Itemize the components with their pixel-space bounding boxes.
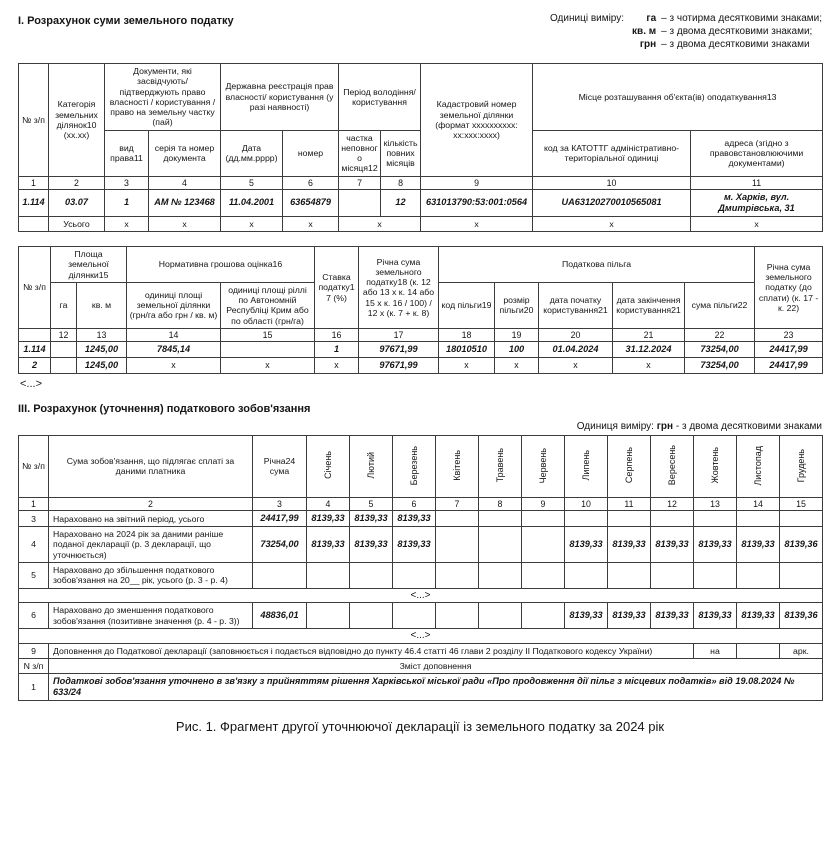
t1-data-row bbox=[19, 190, 823, 217]
col-number: 11 bbox=[691, 176, 823, 189]
t3-row-9-supplement bbox=[19, 643, 823, 658]
total-x-cell: x bbox=[149, 216, 221, 231]
col-number: 10 bbox=[565, 497, 608, 510]
month-label: Травень bbox=[494, 448, 505, 483]
t1-header-row bbox=[19, 64, 823, 131]
x-cell: x bbox=[315, 358, 359, 374]
col-number: 12 bbox=[651, 497, 694, 510]
month-value bbox=[565, 563, 608, 589]
tax-liability-table bbox=[18, 435, 823, 701]
month-value: 8139,33 bbox=[737, 603, 780, 629]
month-value: 8139,33 bbox=[393, 527, 436, 563]
row-number: 3 bbox=[19, 511, 49, 527]
col-number: 14 bbox=[127, 328, 221, 341]
month-value bbox=[393, 563, 436, 589]
month-header-jun bbox=[522, 435, 565, 497]
row-number: 4 bbox=[19, 527, 49, 563]
row-number: 9 bbox=[19, 643, 49, 658]
month-value: 8139,33 bbox=[307, 511, 350, 527]
data-cell-benefit-code: 18010510 bbox=[439, 342, 495, 358]
t3-row-6 bbox=[19, 603, 823, 629]
t2-subheader-benefit-start: дата початку користування21 bbox=[539, 282, 613, 328]
month-label: Грудень bbox=[795, 448, 806, 483]
annual-sum: 48836,01 bbox=[253, 603, 307, 629]
data-cell-benefit-sum: 73254,00 bbox=[685, 342, 755, 358]
t3-ellipsis-row bbox=[19, 588, 823, 603]
ellipsis-marker: <...> bbox=[19, 588, 823, 603]
month-value: 8139,33 bbox=[393, 511, 436, 527]
col-number: 1 bbox=[19, 176, 49, 189]
col-number: 4 bbox=[307, 497, 350, 510]
units-label: Одиниці виміру: bbox=[550, 13, 625, 24]
t2-data-row bbox=[19, 342, 823, 358]
x-cell: x bbox=[539, 358, 613, 374]
col-number: 6 bbox=[393, 497, 436, 510]
month-value bbox=[479, 511, 522, 527]
month-label: Квітень bbox=[451, 449, 462, 481]
col-number: 9 bbox=[421, 176, 533, 189]
data-cell-category: 03.07 bbox=[49, 190, 105, 217]
t2-column-numbers-row bbox=[19, 328, 823, 341]
month-header-may bbox=[479, 435, 522, 497]
data-cell-katottg: UA63120270010565081 bbox=[533, 190, 691, 217]
data-cell-benefit-size: 100 bbox=[495, 342, 539, 358]
total-label: Усього bbox=[49, 216, 105, 231]
month-value bbox=[737, 511, 780, 527]
month-label: Вересень bbox=[666, 445, 677, 486]
data-cell-tax-due: 24417,99 bbox=[755, 342, 823, 358]
t3-row-4 bbox=[19, 527, 823, 563]
month-value bbox=[694, 563, 737, 589]
t1-subheader-right-kind: вид права11 bbox=[105, 130, 149, 176]
month-value bbox=[522, 511, 565, 527]
row-number: 5 bbox=[19, 563, 49, 589]
supplement-content-header: Зміст доповнення bbox=[49, 658, 823, 673]
col-number: 3 bbox=[253, 497, 307, 510]
month-header-jul bbox=[565, 435, 608, 497]
col-number: 22 bbox=[685, 328, 755, 341]
col-number: 23 bbox=[755, 328, 823, 341]
month-header-sep bbox=[651, 435, 694, 497]
month-value bbox=[565, 511, 608, 527]
t3-row-3 bbox=[19, 511, 823, 527]
total-x-cell: x bbox=[283, 216, 339, 231]
unit-uah: грн bbox=[639, 39, 657, 50]
row-label: Нараховано на 2024 рік за даними раніше поданої декларації (р. 3 декларації, що уточнюється) bbox=[49, 527, 253, 563]
data-cell-annual-tax: 97671,99 bbox=[359, 358, 439, 374]
data-cell-valuation: 7845,14 bbox=[127, 342, 221, 358]
col-number: 13 bbox=[694, 497, 737, 510]
t2-subheader-arable-valuation: одиниці площі ріллі по Автономній Республіці Крим або по області (грн/га) bbox=[221, 282, 315, 328]
row-label: Нараховано до збільшення податкового зобов'язання на 20__ рік, усього (р. 3 - р. 4) bbox=[49, 563, 253, 589]
col-number: 17 bbox=[359, 328, 439, 341]
ellipsis-marker: <...> bbox=[20, 377, 43, 390]
t2-subheader-benefit-sum: сума пільги22 bbox=[685, 282, 755, 328]
na-label: на bbox=[694, 643, 737, 658]
row-number: 1 bbox=[19, 674, 49, 701]
x-cell: x bbox=[221, 358, 315, 374]
empty-cell bbox=[19, 328, 51, 341]
annual-sum bbox=[253, 563, 307, 589]
section3-unit-desc: - з двома десятковими знаками bbox=[675, 420, 822, 432]
month-value: 8139,33 bbox=[350, 511, 393, 527]
t3-ellipsis-row bbox=[19, 628, 823, 643]
month-value bbox=[608, 511, 651, 527]
month-value: 8139,33 bbox=[350, 527, 393, 563]
month-value bbox=[780, 563, 823, 589]
col-number: 12 bbox=[51, 328, 77, 341]
month-label: Липень bbox=[580, 450, 591, 481]
month-value bbox=[436, 603, 479, 629]
x-cell: x bbox=[495, 358, 539, 374]
t1-column-numbers-row bbox=[19, 176, 823, 189]
month-header-dec bbox=[780, 435, 823, 497]
total-x-cell: x bbox=[421, 216, 533, 231]
t1-header-docs: Документи, які засвідчують/ підтверджують право власності / користування / право на земельну частку (пай) bbox=[105, 64, 221, 131]
x-cell: x bbox=[613, 358, 685, 374]
supplement-text: Доповнення до Податкової декларації (заповнюється і подається відповідно до пункту 46.4 статті 46 глави 2 розділу ІІ Податкового кодексу України) bbox=[49, 643, 694, 658]
x-cell: x bbox=[127, 358, 221, 374]
col-number: 21 bbox=[613, 328, 685, 341]
t2-subheader-benefit-size: розмір пільги20 bbox=[495, 282, 539, 328]
t1-header-location: Місце розташування об'єкта(ів) оподаткування13 bbox=[533, 64, 823, 131]
data-cell-address: м. Харків, вул. Дмитрівська, 31 bbox=[691, 190, 823, 217]
t2-header-annual-tax: Річна сума земельного податку18 (к. 12 або 13 х к. 14 або 15 х к. 16 / 100) / 12 х (к. 7 + к. 8) bbox=[359, 247, 439, 329]
row-number: N з/п bbox=[19, 658, 49, 673]
unit-ha-desc: – з чотирма десятковими знаками; bbox=[661, 13, 822, 24]
month-value bbox=[350, 563, 393, 589]
ellipsis-marker: <...> bbox=[19, 628, 823, 643]
col-number: 15 bbox=[221, 328, 315, 341]
total-x-cell: x bbox=[105, 216, 149, 231]
col-number: 1 bbox=[19, 497, 49, 510]
total-x-cell: x bbox=[691, 216, 823, 231]
section1-header-row bbox=[18, 12, 822, 51]
month-value bbox=[479, 527, 522, 563]
month-value: 8139,33 bbox=[651, 603, 694, 629]
month-value: 8139,36 bbox=[780, 603, 823, 629]
total-x-cell: x bbox=[533, 216, 691, 231]
section3-unit: грн bbox=[656, 420, 674, 432]
t1-subheader-address: адреса (згідно з правовстановлюючими документами) bbox=[691, 130, 823, 176]
t1-header-num: № з/п bbox=[19, 64, 49, 177]
units-block bbox=[550, 12, 822, 51]
annual-sum: 24417,99 bbox=[253, 511, 307, 527]
col-number: 20 bbox=[539, 328, 613, 341]
data-cell-row-num: 2 bbox=[19, 358, 51, 374]
month-value bbox=[436, 563, 479, 589]
data-cell-row-num: 1.114 bbox=[19, 190, 49, 217]
month-value: 8139,33 bbox=[694, 527, 737, 563]
month-header-aug bbox=[608, 435, 651, 497]
month-label: Червень bbox=[537, 447, 548, 484]
land-tax-table-part2 bbox=[18, 246, 823, 374]
col-number: 3 bbox=[105, 176, 149, 189]
t2-subheader-benefit-end: дата закінчення користування21 bbox=[613, 282, 685, 328]
month-value bbox=[522, 527, 565, 563]
t1-header-registration: Державна реєстрація прав власності/ користування (у разі наявності) bbox=[221, 64, 339, 131]
month-value bbox=[651, 511, 694, 527]
t1-subheader-doc-serial: серія та номер документа bbox=[149, 130, 221, 176]
t1-subheader-row bbox=[19, 130, 823, 176]
t3-column-numbers-row bbox=[19, 497, 823, 510]
month-label: Лютий bbox=[365, 452, 376, 479]
month-header-mar bbox=[393, 435, 436, 497]
col-number: 5 bbox=[221, 176, 283, 189]
data-cell-m2: 1245,00 bbox=[77, 342, 127, 358]
t3-row-5 bbox=[19, 563, 823, 589]
t1-subheader-full-months: кількість повних місяців bbox=[381, 130, 421, 176]
col-number: 7 bbox=[436, 497, 479, 510]
t2-header-tax-due: Річна сума земельного податку (до сплати) (к. 17 - к. 22) bbox=[755, 247, 823, 329]
col-number: 5 bbox=[350, 497, 393, 510]
annual-sum: 73254,00 bbox=[253, 527, 307, 563]
month-value: 8139,33 bbox=[737, 527, 780, 563]
col-number: 19 bbox=[495, 328, 539, 341]
month-value: 8139,36 bbox=[780, 527, 823, 563]
data-cell-cadastre: 631013790:53:001:0564 bbox=[421, 190, 533, 217]
col-number: 8 bbox=[381, 176, 421, 189]
data-cell-right-kind: 1 bbox=[105, 190, 149, 217]
month-value bbox=[479, 603, 522, 629]
month-value bbox=[694, 511, 737, 527]
row-label: Нараховано на звітний період, усього bbox=[49, 511, 253, 527]
col-number: 6 bbox=[283, 176, 339, 189]
t1-header-category: Категорія земельних ділянок10 (хх.хх) bbox=[49, 64, 105, 177]
t1-subheader-reg-date: Дата (дд.мм.рррр) bbox=[221, 130, 283, 176]
month-value: 8139,33 bbox=[608, 527, 651, 563]
t2-subheader-ha: га bbox=[51, 282, 77, 328]
data-cell-annual-tax: 97671,99 bbox=[359, 342, 439, 358]
month-header-feb bbox=[350, 435, 393, 497]
month-header-oct bbox=[694, 435, 737, 497]
data-cell-arable bbox=[221, 342, 315, 358]
t2-header-area: Площа земельної ділянки15 bbox=[51, 247, 127, 283]
t1-total-row bbox=[19, 216, 823, 231]
unit-m2: кв. м bbox=[632, 26, 657, 37]
t1-subheader-reg-number: номер bbox=[283, 130, 339, 176]
data-cell-benefit-start: 01.04.2024 bbox=[539, 342, 613, 358]
col-number: 13 bbox=[77, 328, 127, 341]
data-cell-m2: 1245,00 bbox=[77, 358, 127, 374]
row-number: 6 bbox=[19, 603, 49, 629]
total-x-cell: x bbox=[221, 216, 283, 231]
col-number: 2 bbox=[49, 497, 253, 510]
t2-subheader-benefit-code: код пільги19 bbox=[439, 282, 495, 328]
month-value bbox=[608, 563, 651, 589]
month-header-apr bbox=[436, 435, 479, 497]
section3 bbox=[18, 400, 822, 701]
col-number: 15 bbox=[780, 497, 823, 510]
t2-header-valuation: Нормативна грошова оцінка16 bbox=[127, 247, 315, 283]
month-value bbox=[780, 511, 823, 527]
ark-label: арк. bbox=[780, 643, 823, 658]
t3-header-annual: Річна24 сума bbox=[253, 435, 307, 497]
col-number: 11 bbox=[608, 497, 651, 510]
month-header-jan bbox=[307, 435, 350, 497]
t3-header-num: № з/п bbox=[19, 435, 49, 497]
t2-subheader-m2: кв. м bbox=[77, 282, 127, 328]
data-cell-row-num: 1.114 bbox=[19, 342, 51, 358]
t3-row-content-header bbox=[19, 658, 823, 673]
month-value: 8139,33 bbox=[694, 603, 737, 629]
data-cell-full-months: 12 bbox=[381, 190, 421, 217]
t3-header-row bbox=[19, 435, 823, 497]
month-label: Січень bbox=[322, 451, 333, 480]
month-value bbox=[436, 511, 479, 527]
month-value bbox=[479, 563, 522, 589]
col-number: 7 bbox=[339, 176, 381, 189]
data-cell-benefit-sum: 73254,00 bbox=[685, 358, 755, 374]
unit-m2-desc: – з двома десятковими знаками; bbox=[661, 26, 813, 37]
t2-total-row bbox=[19, 358, 823, 374]
data-cell-reg-number: 63654879 bbox=[283, 190, 339, 217]
data-cell-ha bbox=[51, 342, 77, 358]
month-value bbox=[737, 563, 780, 589]
month-value: 8139,33 bbox=[307, 527, 350, 563]
month-value: 8139,33 bbox=[565, 603, 608, 629]
col-number: 10 bbox=[533, 176, 691, 189]
month-label: Серпень bbox=[623, 447, 634, 484]
t2-header-benefit: Податкова пільга bbox=[439, 247, 755, 283]
month-value bbox=[522, 603, 565, 629]
col-number: 18 bbox=[439, 328, 495, 341]
t2-header-row bbox=[19, 247, 823, 283]
col-number: 2 bbox=[49, 176, 105, 189]
month-value: 8139,33 bbox=[565, 527, 608, 563]
section3-units bbox=[18, 421, 822, 432]
col-number: 14 bbox=[737, 497, 780, 510]
t2-header-rate: Ставка податку17 (%) bbox=[315, 247, 359, 329]
data-cell-tax-due: 24417,99 bbox=[755, 358, 823, 374]
month-value: 8139,33 bbox=[651, 527, 694, 563]
data-cell-rate: 1 bbox=[315, 342, 359, 358]
month-value bbox=[350, 603, 393, 629]
col-number: 9 bbox=[522, 497, 565, 510]
row-label: Нараховано до зменшення податкового зобов'язання (позитивне значення (р. 4 - р. 3)) bbox=[49, 603, 253, 629]
month-label: Березень bbox=[408, 445, 419, 486]
section3-title: ІІІ. Розрахунок (уточнення) податкового зобов'язання bbox=[18, 402, 311, 415]
land-tax-table-part1 bbox=[18, 63, 823, 232]
t1-subheader-partial-month: частка неповного місяця12 bbox=[339, 130, 381, 176]
figure-caption: Рис. 1. Фрагмент другої уточнюючої декларації із земельного податку за 2024 рік bbox=[175, 718, 665, 734]
empty-cell bbox=[737, 643, 780, 658]
empty-cell bbox=[19, 216, 49, 231]
unit-ha: га bbox=[646, 13, 657, 24]
month-label: Листопад bbox=[752, 445, 763, 486]
month-value bbox=[436, 527, 479, 563]
month-value bbox=[307, 603, 350, 629]
month-value: 8139,33 bbox=[608, 603, 651, 629]
data-cell-benefit-end: 31.12.2024 bbox=[613, 342, 685, 358]
data-cell-partial-month bbox=[339, 190, 381, 217]
x-cell: x bbox=[439, 358, 495, 374]
t3-row-1-note bbox=[19, 674, 823, 701]
month-value bbox=[522, 563, 565, 589]
unit-uah-desc: – з двома десятковими знаками bbox=[661, 39, 810, 50]
month-value bbox=[651, 563, 694, 589]
t2-header-num: № з/п bbox=[19, 247, 51, 329]
t1-subheader-katottg-code: код за КАТОТТГ адміністративно-територіальної одиниці bbox=[533, 130, 691, 176]
units-list bbox=[632, 12, 822, 51]
t1-header-cadastre: Кадастровий номер земельної ділянки (формат хххххххххх: хх:ххх:хххх) bbox=[421, 64, 533, 177]
section3-units-label: Одиниця виміру: bbox=[576, 420, 654, 432]
t1-header-period: Період володіння/ користування bbox=[339, 64, 421, 131]
data-cell-ha bbox=[51, 358, 77, 374]
col-number: 16 bbox=[315, 328, 359, 341]
data-cell-reg-date: 11.04.2001 bbox=[221, 190, 283, 217]
month-value bbox=[393, 603, 436, 629]
t2-subheader-unit-valuation: одиниці площі земельної ділянки (грн/га або грн / кв. м) bbox=[127, 282, 221, 328]
supplement-note-text: Податкові зобов'язання уточнено в зв'язку з прийняттям рішення Харківської міської ради «Про продовження дії пільг з місцевих податків» від 19.08.2024 № 633/24 bbox=[49, 674, 823, 701]
month-header-nov bbox=[737, 435, 780, 497]
col-number: 4 bbox=[149, 176, 221, 189]
month-value bbox=[307, 563, 350, 589]
data-cell-doc-serial: АМ № 123468 bbox=[149, 190, 221, 217]
month-label: Жовтень bbox=[709, 447, 720, 484]
t3-header-liability: Сума зобов'язання, що підлягає сплаті за даними платника bbox=[49, 435, 253, 497]
section1-title: І. Розрахунок суми земельного податку bbox=[18, 15, 234, 27]
col-number: 8 bbox=[479, 497, 522, 510]
total-x-cell: x bbox=[339, 216, 421, 231]
